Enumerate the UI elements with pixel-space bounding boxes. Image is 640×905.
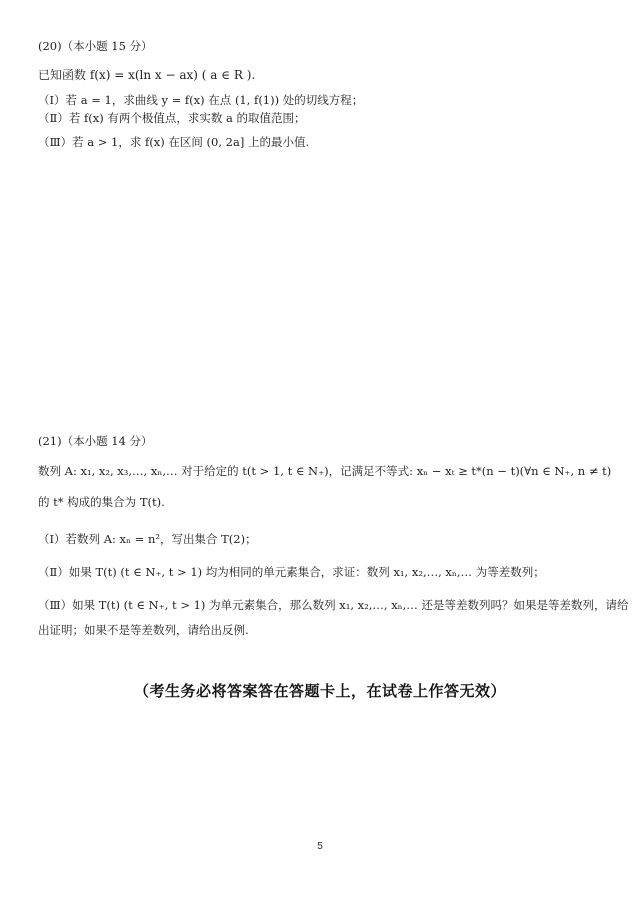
question-21-part-3-continued: 出证明；如果不是等差数列，请给出反例. <box>38 623 249 637</box>
exam-notice: （考生务必将答案答在答题卡上，在试卷上作答无效） <box>133 682 506 700</box>
question-21-part-1: （Ⅰ）若数列 A: xₙ = n²，写出集合 T(2)； <box>38 532 257 546</box>
question-20-intro: 已知函数 f(x) = x(ln x − ax) ( a ∈ R ). <box>38 68 256 82</box>
question-21-intro-line-1: 数列 A: x₁, x₂, x₃,…, xₙ,… 对于给定的 t(t > 1, t ∈ N₊)，记满足不等式: xₙ − xₜ ≥ t*(n − t)(∀n ∈ N₊, n ≠ t) <box>38 464 612 478</box>
question-21-intro-line-2: 的 t* 构成的集合为 T(t). <box>38 495 165 509</box>
page-number: 5 <box>317 841 323 852</box>
question-20-part-2: （Ⅱ）若 f(x) 有两个极值点，求实数 a 的取值范围； <box>38 111 306 125</box>
question-20-part-3: （Ⅲ）若 a > 1，求 f(x) 在区间 (0, 2a] 上的最小值. <box>38 135 310 149</box>
question-20-part-1: （Ⅰ）若 a = 1，求曲线 y = f(x) 在点 (1, f(1)) 处的切线方程； <box>38 93 364 107</box>
question-21-part-2: （Ⅱ）如果 T(t) (t ∈ N₊, t > 1) 均为相同的单元素集合，求证：数列 x₁, x₂,…, xₙ,… 为等差数列； <box>38 565 545 579</box>
question-21-part-3: （Ⅲ）如果 T(t) (t ∈ N₊, t > 1) 为单元素集合，那么数列 x₁, x₂,…, xₙ,… 还是等差数列吗？如果是等差数列，请给 <box>38 598 629 612</box>
question-20-header: (20)（本小题 15 分） <box>38 39 153 53</box>
question-21-header: (21)（本小题 14 分） <box>38 434 153 448</box>
